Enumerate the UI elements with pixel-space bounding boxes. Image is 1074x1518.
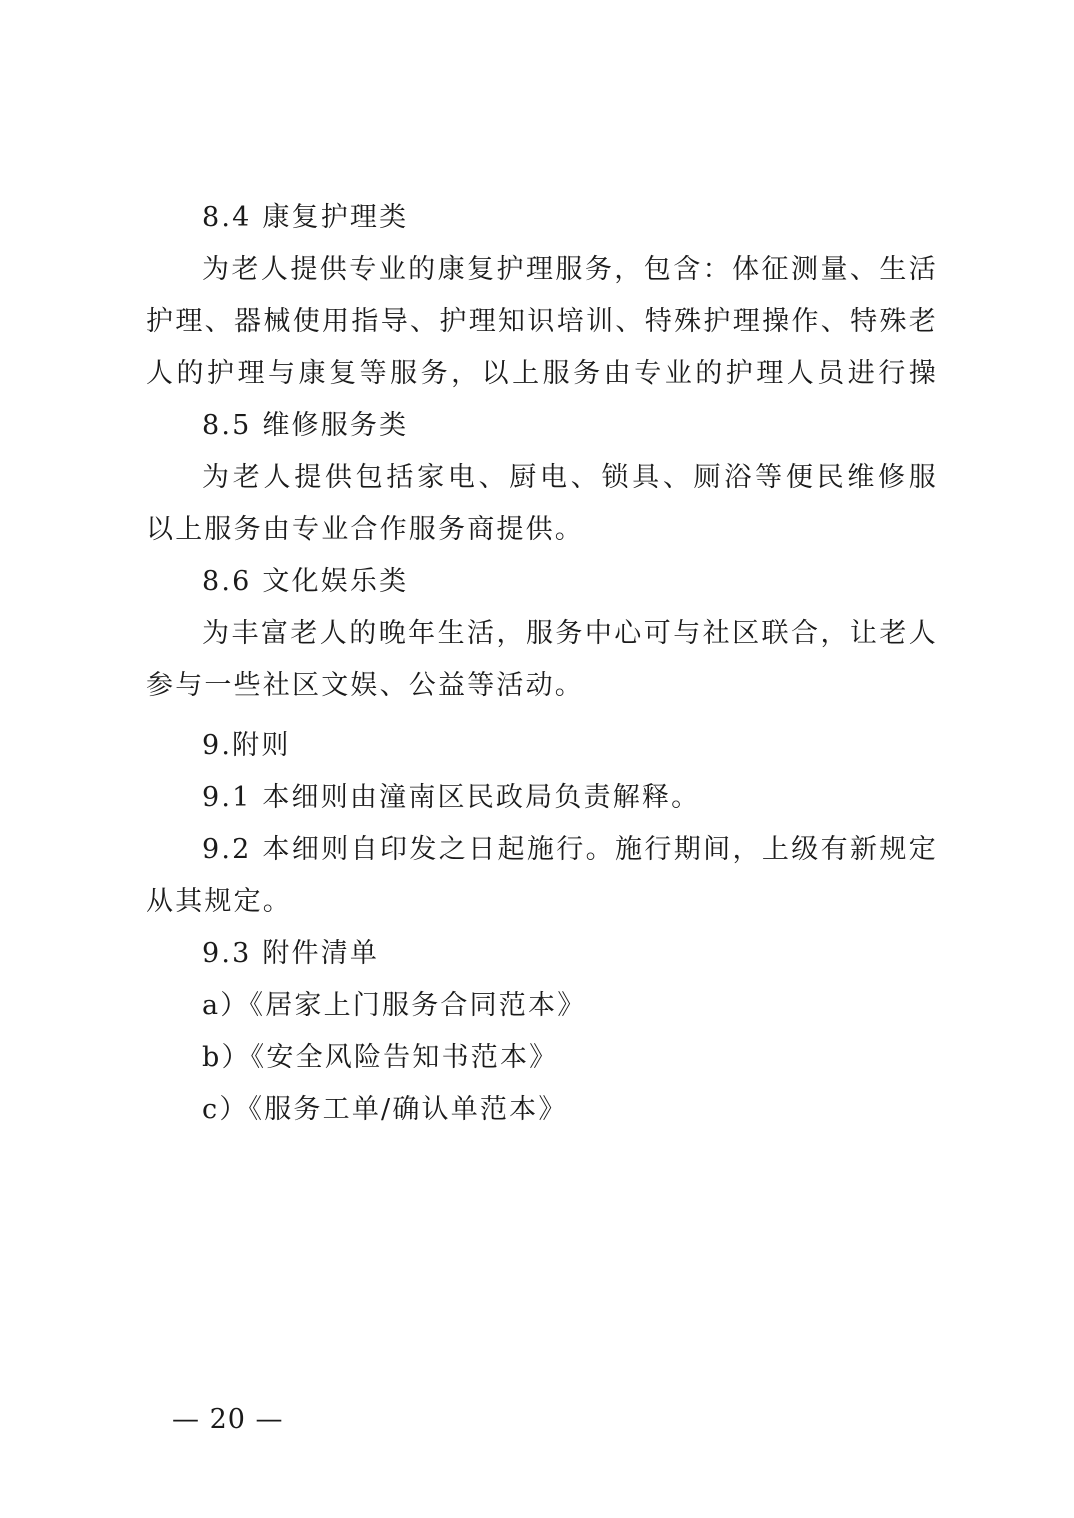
section-9-2-line-1: 9.2 本细则自印发之日起施行。施行期间，上级有新规定 <box>202 834 938 865</box>
section-8-4-line-2: 护理、器械使用指导、护理知识培训、特殊护理操作、特殊老 <box>146 306 938 337</box>
section-9-heading: 9.附则 <box>202 730 291 761</box>
section-8-4-line-1: 为老人提供专业的康复护理服务，包含：体征测量、生活 <box>202 254 938 285</box>
section-8-6-line-1: 为丰富老人的晚年生活，服务中心可与社区联合，让老人 <box>202 618 938 649</box>
section-9-1: 9.1 本细则由潼南区民政局负责解释。 <box>202 782 701 813</box>
section-8-5-line-2: 以上服务由专业合作服务商提供。 <box>146 514 584 545</box>
section-spacer <box>146 712 938 720</box>
page-number: — 20 — <box>172 1404 284 1435</box>
section-9-2-line-2: 从其规定。 <box>146 886 292 917</box>
attachment-c: c）《服务工单/确认单范本》 <box>202 1094 568 1125</box>
section-8-5-heading: 8.5 维修服务类 <box>202 410 409 441</box>
section-8-4-heading: 8.4 康复护理类 <box>202 202 409 233</box>
section-9-3: 9.3 附件清单 <box>202 938 380 969</box>
section-8-6-line-2: 参与一些社区文娱、公益等活动。 <box>146 670 584 701</box>
attachment-b: b）《安全风险告知书范本》 <box>202 1042 559 1073</box>
attachment-a: a）《居家上门服务合同范本》 <box>202 990 587 1021</box>
section-8-5-line-1: 为老人提供包括家电、厨电、锁具、厕浴等便民维修服 <box>202 462 938 493</box>
section-8-6-heading: 8.6 文化娱乐类 <box>202 566 409 597</box>
section-8-4-line-3: 人的护理与康复等服务，以上服务由专业的护理人员进行操 <box>146 358 938 389</box>
document-body <box>146 192 938 1136</box>
